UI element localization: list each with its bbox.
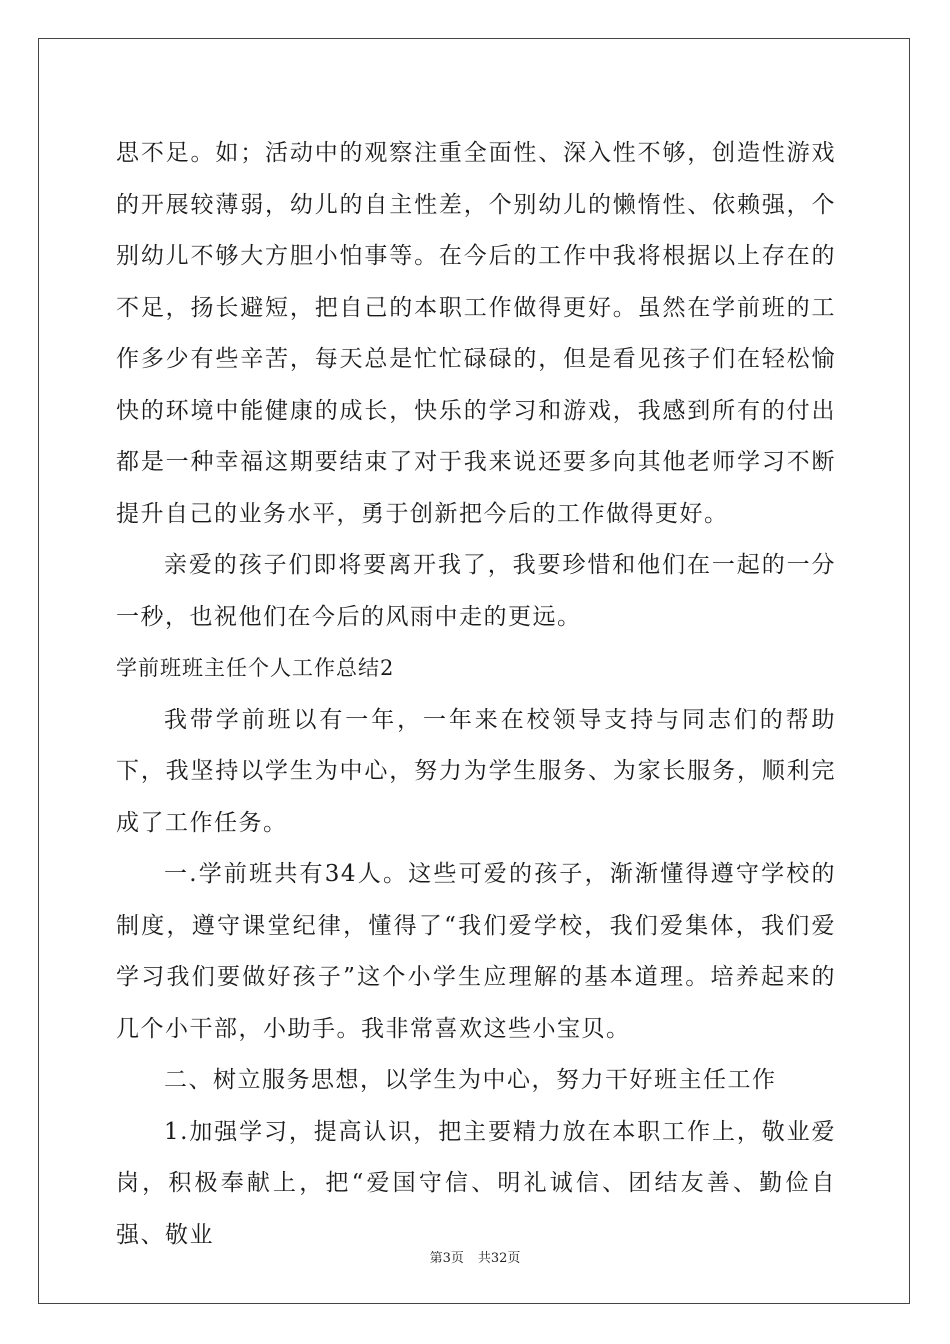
paragraph-service-heading: 二、树立服务思想，以学生为中心，努力干好班主任工作	[164, 1067, 777, 1093]
paragraph-farewell: 亲爱的孩子们即将要离开我了，我要珍惜和他们在一起的一分一秒，也祝他们在今后的风雨中走的更远。	[116, 552, 836, 630]
page-number: 第3页	[429, 1251, 464, 1266]
paragraph-continued: 思不足。如；活动中的观察注重全面性、深入性不够，创造性游戏的开展较薄弱，幼儿的自主性差，个别幼儿的懒惰性、依赖强，个别幼儿不够大方胆小怕事等。在今后的工作中我将根据以上存在的不足，扬长避短，把自己的本职工作做得更好。虽然在学前班的工作多少有些辛苦，每天总是忙忙碌碌的，但是看见孩子们在轻松愉快的环境中能健康的成长，快乐的学习和游戏，我感到所有的付出都是一种幸福这期要结束了对于我来说还要多向其他老师学习不断提升自己的业务水平，勇于创新把今后的工作做得更好。	[116, 140, 836, 527]
section-heading: 学前班班主任个人工作总结2	[116, 656, 395, 680]
paragraph-class-size: 一.学前班共有34人。这些可爱的孩子，渐渐懂得遵守学校的制度，遵守课堂纪律，懂得了“我们爱学校，我们爱集体，我们爱学习我们要做好孩子”这个小学生应理解的基本道理。培养起来的几个小干部，小助手。我非常喜欢这些小宝贝。	[116, 861, 836, 1042]
page-footer	[0, 1247, 950, 1266]
paragraph-study: 1.加强学习，提高认识，把主要精力放在本职工作上，敬业爱岗，积极奉献上，把“爱国守信、明礼诚信、团结友善、勤俭自强、敬业	[116, 1118, 836, 1248]
page-total: 共32页	[477, 1251, 521, 1266]
document-body	[116, 128, 836, 1261]
paragraph-intro: 我带学前班以有一年，一年来在校领导支持与同志们的帮助下，我坚持以学生为中心，努力为学生服务、为家长服务，顺利完成了工作任务。	[116, 706, 836, 836]
